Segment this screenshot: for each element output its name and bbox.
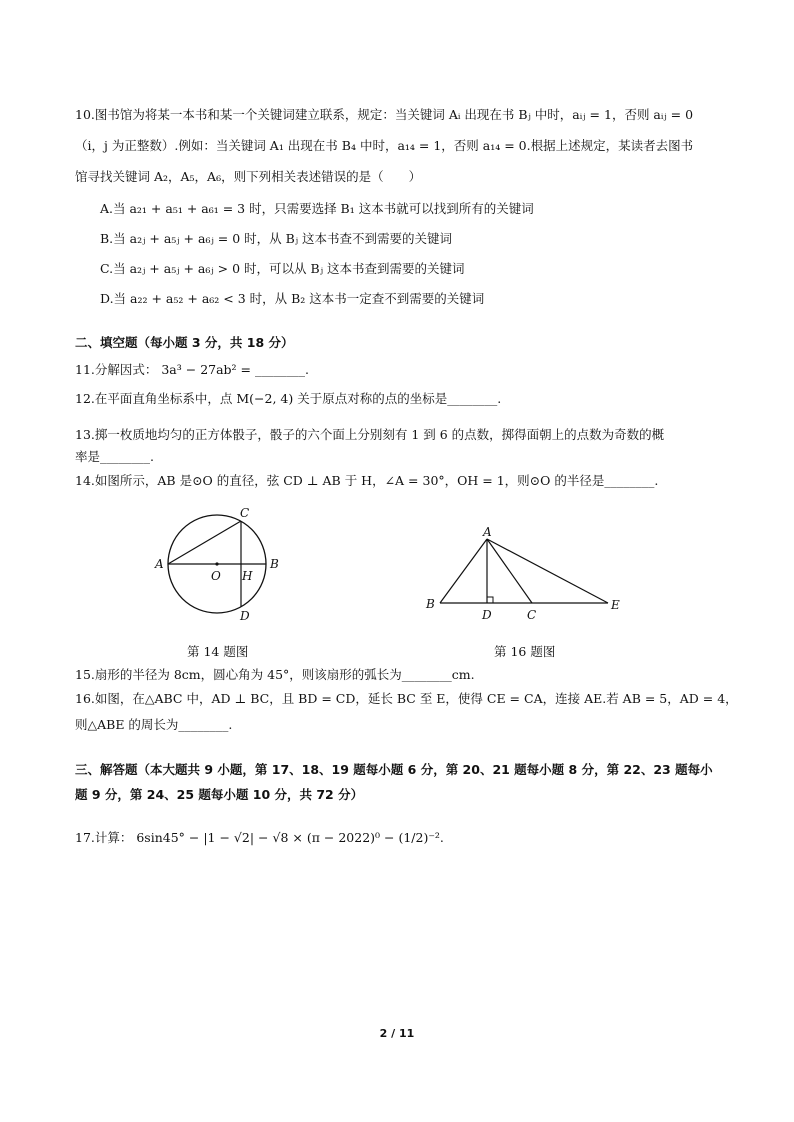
section-3-title-line-1: 三、解答题（本大题共 9 小题，第 17、18、19 题每小题 6 分，第 20、21 题每小题 8 分，第 22、23 题每小: [75, 762, 713, 777]
fig14-caption: 第 14 题图: [187, 644, 249, 659]
q13-line-1: 13.掷一枚质地均匀的正方体骰子，骰子的六个面上分别刻有 1 到 6 的点数，掷得面朝上的点数为奇数的概: [75, 427, 665, 442]
q17: 17.计算： 6sin45° − |1 − √2| − √8 × (π − 2022)⁰ − (1/2)⁻².: [75, 830, 444, 845]
section-2-title: 二、填空题（每小题 3 分，共 18 分）: [75, 335, 294, 350]
q10-option-a: A.当 a₂₁ + a₅₁ + a₆₁ = 3 时，只需要选择 B₁ 这本书就可以找到所有的关键词: [100, 201, 534, 216]
q10-line-1: 10.图书馆为将某一本书和某一个关键词建立联系，规定：当关键词 Aᵢ 出现在书 Bⱼ 中时，aᵢⱼ = 1，否则 aᵢⱼ = 0: [75, 107, 694, 122]
q10-line-3: 馆寻找关键词 A₂，A₅，A₆，则下列相关表述错误的是（ ）: [75, 169, 422, 184]
q10-option-d: D.当 a₂₂ + a₅₂ + a₆₂ < 3 时，从 B₂ 这本书一定查不到需要的关键词: [100, 291, 485, 306]
fig14-label-o: O: [211, 569, 221, 583]
fig16-label-a: A: [483, 525, 492, 539]
fig14-label-b: B: [270, 557, 279, 571]
fig16-label-e: E: [611, 598, 620, 612]
section-3-title-line-2: 题 9 分，第 24、25 题每小题 10 分，共 72 分）: [75, 787, 364, 802]
fig16-label-b: B: [426, 597, 435, 611]
figure-14: [148, 505, 288, 630]
fig14-label-a: A: [155, 557, 164, 571]
fig16-label-c: C: [527, 608, 537, 622]
q10-option-c: C.当 a₂ⱼ + a₅ⱼ + a₆ⱼ > 0 时，可以从 Bⱼ 这本书查到需要的关键词: [100, 261, 465, 276]
q14: 14.如图所示，AB 是⊙O 的直径，弦 CD ⊥ AB 于 H，∠A = 30°，OH = 1，则⊙O 的半径是________.: [75, 473, 659, 488]
q10-line-2: （i，j 为正整数）.例如：当关键词 A₁ 出现在书 B₄ 中时，a₁₄ = 1，否则 a₁₄ = 0.根据上述规定，某读者去图书: [75, 138, 694, 153]
fig14-label-h: H: [242, 569, 253, 583]
fig16-label-d: D: [482, 608, 492, 622]
fig14-label-c: C: [240, 506, 250, 520]
page-number: 2 / 11: [379, 1027, 415, 1040]
q12: 12.在平面直角坐标系中，点 M(−2, 4) 关于原点对称的点的坐标是________.: [75, 391, 502, 406]
q11: 11.分解因式： 3a³ − 27ab² = ________.: [75, 362, 309, 377]
fig14-label-d: D: [240, 609, 250, 623]
q16-line-1: 16.如图，在△ABC 中，AD ⊥ BC，且 BD = CD，延长 BC 至 E，使得 CE = CA，连接 AE.若 AB = 5，AD = 4，: [75, 691, 738, 706]
fig16-caption: 第 16 题图: [494, 644, 556, 659]
q13-line-2: 率是________.: [75, 449, 154, 464]
q10-option-b: B.当 a₂ⱼ + a₅ⱼ + a₆ⱼ = 0 时，从 Bⱼ 这本书查不到需要的关键词: [100, 231, 453, 246]
q15: 15.扇形的半径为 8cm，圆心角为 45°，则该扇形的弧长为________cm.: [75, 667, 475, 682]
figure-16: [420, 525, 630, 625]
q16-line-2: 则△ABE 的周长为________.: [75, 717, 233, 732]
